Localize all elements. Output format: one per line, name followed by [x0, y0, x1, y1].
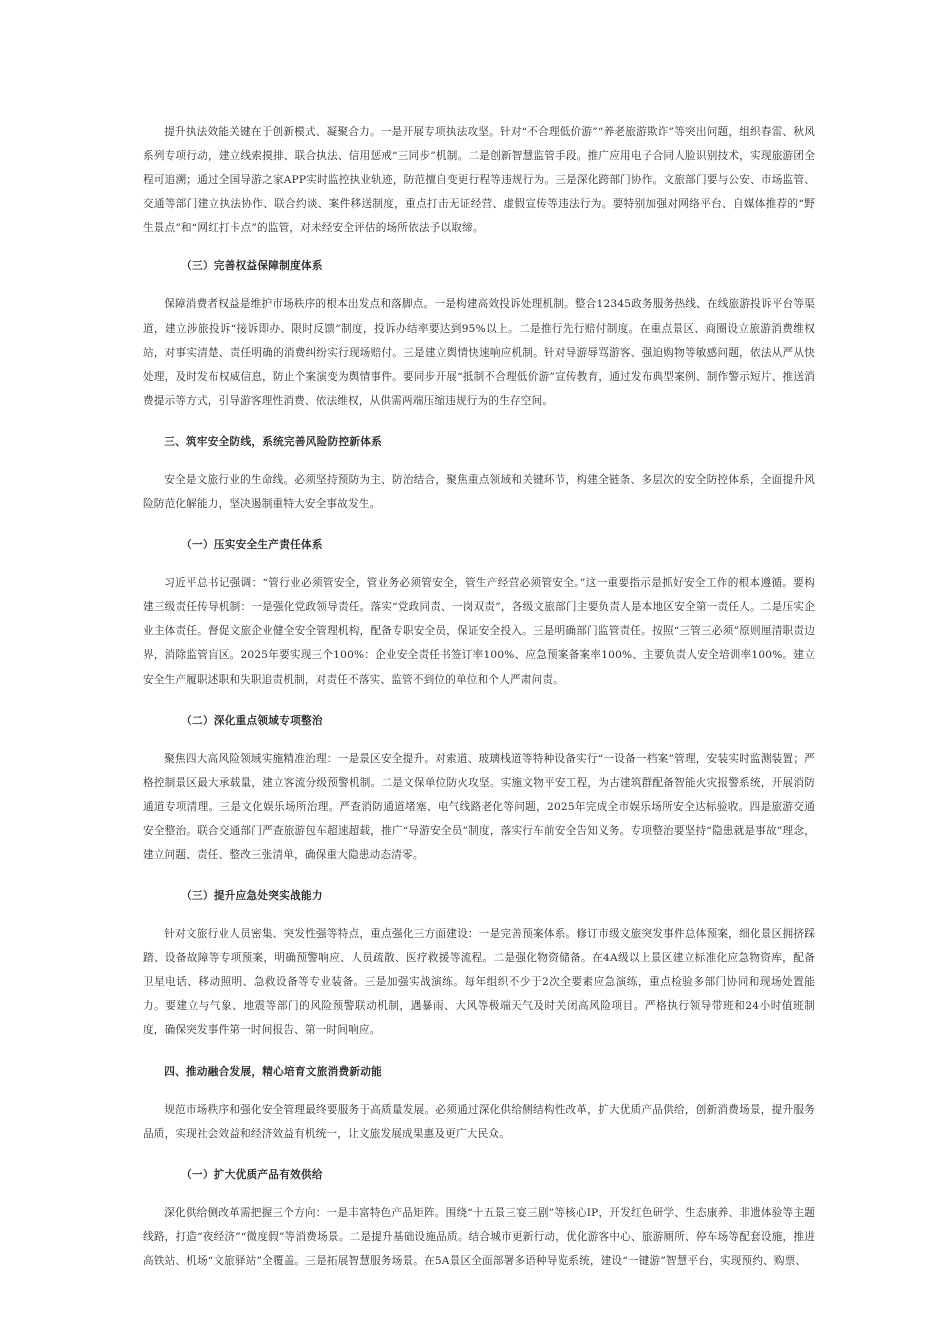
- paragraph-special-rectification: 聚焦四大高风险领域实施精准治理：一是景区安全提升。对索道、玻璃栈道等特种设备实行“一设备一档案”管理，安装实时监测装置；严格控制景区最大承载量，建立客流分级预警机制。二是文保单位防火攻坚。实施文物平安工程，为古建筑群配备智能火灾报警系统，开展消防通道专项清理。三是文化娱乐场所治理。严查消防通道堵塞、电气线路老化等问题，2025年完成全市娱乐场所安全达标验收。四是旅游交通安全整治。联合交通部门严查旅游包车超速超载，推广“导游安全员”制度，落实行车前安全告知义务。专项整治要坚持“隐患就是事故”理念，建立问题、责任、整改三张清单，确保重大隐患动态清零。: [143, 752, 815, 861]
- heading-special-rectification: （二）深化重点领域专项整治: [181, 714, 323, 727]
- heading-section-four: 四、推动融合发展，精心培育文旅消费新动能: [164, 1065, 383, 1078]
- heading-safety-responsibility: （一）压实安全生产责任体系: [181, 539, 323, 552]
- paragraph-emergency-capability: 针对文旅行业人员密集、突发性强等特点，重点强化三方面建设：一是完善预案体系。修订市级文旅突发事件总体预案，细化景区拥挤踩踏、设备故障等专项预案，明确预警响应、人员疏散、医疗救援等流程。二是强化物资储备。在4A级以上景区建立标准化应急物资库，配备卫星电话、移动照明、急救设备等专业装备。三是加强实战演练。每年组织不少于2次全要素应急演练，重点检验多部门协同和现场处置能力。要建立与气象、地震等部门的风险预警联动机制，遇暴雨、大风等极端天气及时关闭高风险项目。严格执行领导带班和24小时值班制度，确保突发事件第一时间报告、第一时间响应。: [143, 928, 815, 1037]
- paragraph-safety-responsibility: 习近平总书记强调：“管行业必须管安全，管业务必须管安全，管生产经营必须管安全。”这一重要指示是抓好安全工作的根本遵循。要构建三级责任传导机制：一是强化党政领导责任。落实“党政同责、一岗双责”，各级文旅部门主要负责人是本地区安全第一责任人。二是压实企业主体责任。督促文旅企业健全安全管理机构，配备专职安全员，保证安全投入。三是明确部门监管责任。按照“三管三必须”原则厘清职责边界，消除监管盲区。2025年要实现三个100%：企业安全责任书签订率100%、应急预案备案率100%、主要负责人安全培训率100%。建立安全生产履职述职和失职追责机制，对责任不落实、监管不到位的单位和个人严肃问责。: [143, 577, 815, 686]
- paragraph-section-four-intro: 规范市场秩序和强化安全管理最终要服务于高质量发展。必须通过深化供给侧结构性改革，扩大优质产品供给，创新消费场景，提升服务品质，实现社会效益和经济效益有机统一，让文旅发展成果惠及更广大民众。: [143, 1103, 815, 1140]
- document-page: [143, 120, 815, 1273]
- paragraph-enforcement: 提升执法效能关键在于创新模式、凝聚合力。一是开展专项执法攻坚。针对“不合理低价游”“养老旅游欺诈”等突出问题，组织春雷、秋风系列专项行动，建立线索摸排、联合执法、信用惩戒“三同步”机制。二是创新智慧监管手段。推广应用电子合同人脸识别技术，实现旅游团全程可追溯；通过全国导游之家APP实时监控执业轨迹，防范擅自变更行程等违规行为。三是深化跨部门协作。文旅部门要与公安、市场监管、交通等部门建立执法协作、联合约谈、案件移送制度，重点打击无证经营、虚假宣传等违法行为。要特别加强对网络平台、自媒体推荐的“野生景点”和“网红打卡点”的监管，对未经安全评估的场所依法予以取缔。: [143, 126, 815, 235]
- heading-section-three: 三、筑牢安全防线，系统完善风险防控新体系: [164, 435, 383, 448]
- paragraph-section-three-intro: 安全是文旅行业的生命线。必须坚持预防为主、防治结合，聚焦重点领域和关键环节，构建全链条、多层次的安全防控体系，全面提升风险防范化解能力，坚决遏制重特大安全事故发生。: [143, 473, 815, 511]
- paragraph-rights-protection: 保障消费者权益是维护市场秩序的根本出发点和落脚点。一是构建高效投诉处理机制。整合12345政务服务热线、在线旅游投诉平台等渠道，建立涉旅投诉“接诉即办、限时反馈”制度，投诉办结率要达到95%以上。二是推行先行赔付制度。在重点景区、商圈设立旅游消费维权站，对事实清楚、责任明确的消费纠纷实行现场赔付。三是建立舆情快速响应机制。针对导游辱骂游客、强迫购物等敏感问题，依法从严从快处理，及时发布权威信息，防止个案演变为舆情事件。要同步开展“抵制不合理低价游”宣传教育，通过发布典型案例、制作警示短片、推送消费提示等方式，引导游客理性消费、依法维权，从供需两端压缩违规行为的生存空间。: [143, 298, 815, 407]
- heading-emergency-capability: （三）提升应急处突实战能力: [181, 890, 323, 903]
- paragraph-quality-supply: 深化供给侧改革需把握三个方向：一是丰富特色产品矩阵。围绕“十五景三宴三剧”等核心IP，开发红色研学、生态康养、非遗体验等主题线路，打造“夜经济”“微度假”等消费场景。二是提升基础设施品质。结合城市更新行动，优化游客中心、旅游厕所、停车场等配套设施，推进高铁站、机场“文旅驿站”全覆盖。三是拓展智慧服务场景。在5A景区全面部署多语种导览系统，建设“一键游”智慧平台，实现预约、购票、: [143, 1206, 815, 1267]
- heading-quality-supply: （一）扩大优质产品有效供给: [181, 1168, 323, 1181]
- heading-rights-protection: （三）完善权益保障制度体系: [181, 260, 323, 273]
